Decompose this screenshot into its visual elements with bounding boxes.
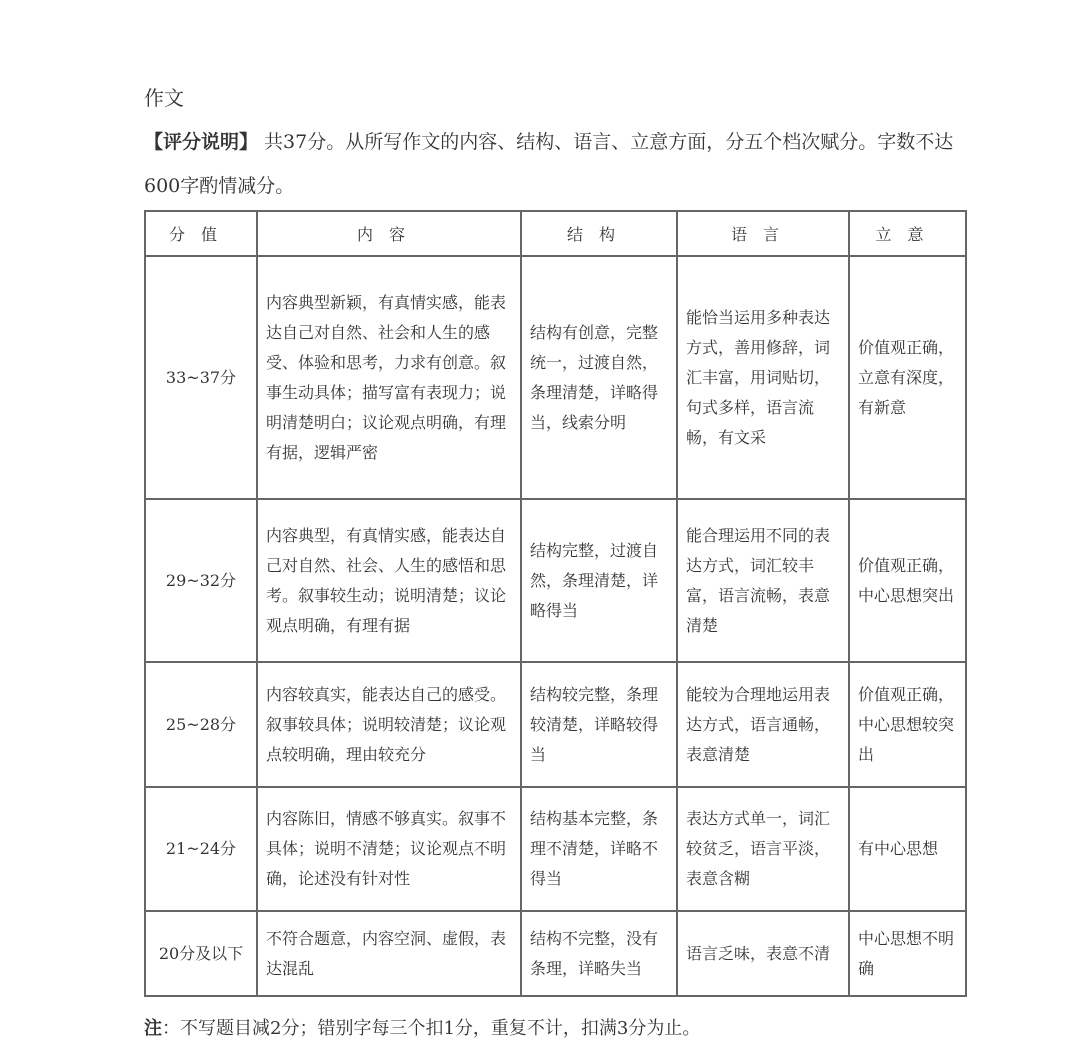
scoring-intro [144,120,974,208]
table-header-row [145,211,966,256]
table-row [145,256,966,499]
table-row [145,499,966,662]
essay-title: 作文 [144,86,184,110]
header-language: 语言 [677,211,849,256]
header-score: 分值 [145,211,257,256]
score-cell: 20分及以下 [145,911,257,996]
language-cell: 能较为合理地运用表达方式，语言通畅，表意清楚 [677,662,849,787]
theme-cell: 价值观正确，立意有深度，有新意 [849,256,966,499]
language-cell: 表达方式单一，词汇较贫乏，语言平淡，表意含糊 [677,787,849,911]
content-cell: 内容典型新颖，有真情实感，能表达自己对自然、社会和人生的感受、体验和思考，力求有创意。叙事生动具体；描写富有表现力；说明清楚明白；议论观点明确，有理有据，逻辑严密 [257,256,521,499]
scoring-table [144,210,967,997]
header-theme: 立意 [849,211,966,256]
footnote [144,1014,700,1040]
theme-cell: 价值观正确，中心思想突出 [849,499,966,662]
language-cell: 能合理运用不同的表达方式，词汇较丰富，语言流畅，表意清楚 [677,499,849,662]
table-row [145,787,966,911]
language-cell: 语言乏味，表意不清 [677,911,849,996]
score-cell: 25~28分 [145,662,257,787]
theme-cell: 有中心思想 [849,787,966,911]
structure-cell: 结构基本完整，条理不清楚，详略不得当 [521,787,677,911]
table-row [145,662,966,787]
header-structure: 结构 [521,211,677,256]
scoring-intro-text: 共37分。从所写作文的内容、结构、语言、立意方面，分五个档次赋分。字数不达600字酌情减分。 [144,131,954,197]
structure-cell: 结构有创意，完整统一，过渡自然，条理清楚，详略得当，线索分明 [521,256,677,499]
score-cell: 29~32分 [145,499,257,662]
content-cell: 内容较真实，能表达自己的感受。叙事较具体；说明较清楚；议论观点较明确，理由较充分 [257,662,521,787]
structure-cell: 结构不完整，没有条理，详略失当 [521,911,677,996]
structure-cell: 结构较完整，条理较清楚，详略较得当 [521,662,677,787]
theme-cell: 中心思想不明确 [849,911,966,996]
table-row [145,911,966,996]
score-cell: 33~37分 [145,256,257,499]
language-cell: 能恰当运用多种表达方式，善用修辞，词汇丰富，用词贴切，句式多样，语言流畅，有文采 [677,256,849,499]
theme-cell: 价值观正确，中心思想较突出 [849,662,966,787]
content-cell: 内容陈旧，情感不够真实。叙事不具体；说明不清楚；议论观点不明确，论述没有针对性 [257,787,521,911]
header-content: 内容 [257,211,521,256]
structure-cell: 结构完整，过渡自然，条理清楚，详略得当 [521,499,677,662]
content-cell: 不符合题意，内容空洞、虚假，表达混乱 [257,911,521,996]
footnote-label: 注 [144,1018,162,1039]
score-cell: 21~24分 [145,787,257,911]
scoring-intro-label: 【评分说明】 [144,131,259,153]
content-cell: 内容典型，有真情实感，能表达自己对自然、社会、人生的感悟和思考。叙事较生动；说明清楚；议论观点明确，有理有据 [257,499,521,662]
footnote-text: ：不写题目减2分；错别字每三个扣1分，重复不计，扣满3分为止。 [162,1018,701,1039]
